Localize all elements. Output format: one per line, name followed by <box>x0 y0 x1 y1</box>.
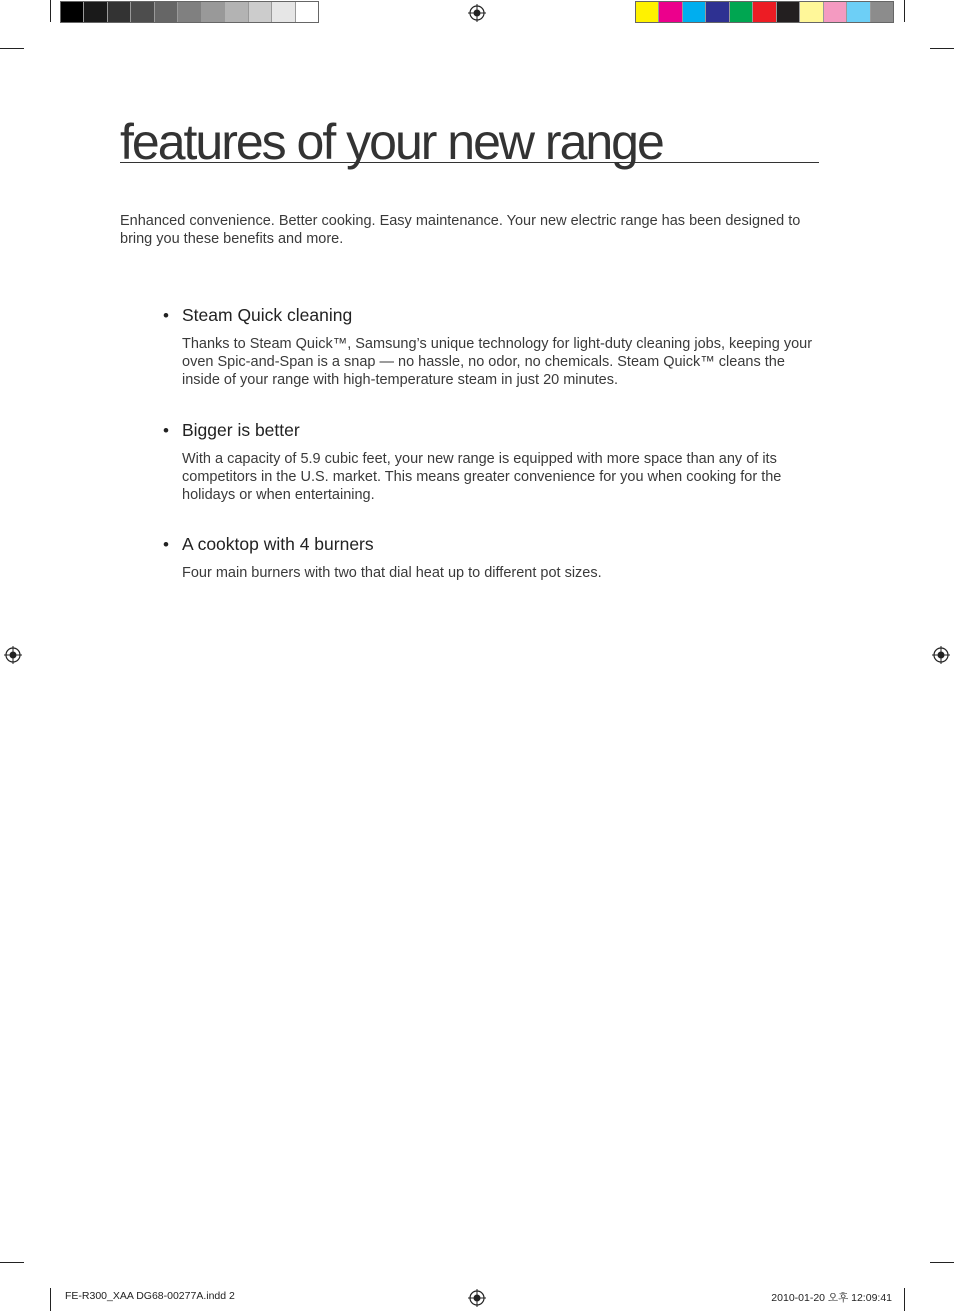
footer-timestamp: 2010-01-20 오후 12:09:41 <box>771 1292 892 1304</box>
crop-mark <box>904 1288 905 1311</box>
color-swatch <box>659 2 682 22</box>
crop-mark <box>0 48 24 49</box>
color-swatch <box>800 2 823 22</box>
color-swatch <box>847 2 870 22</box>
crop-mark <box>50 0 51 22</box>
grayscale-calibration-bar <box>60 1 319 23</box>
color-swatch <box>272 2 295 22</box>
feature-description: Thanks to Steam Quick™, Samsung’s unique technology for light-duty cleaning jobs, keeping your oven Spic-and-Span is a snap — no hassle, no odor, no chemicals. Steam Quick™ cleans the inside of your range with high-temperature steam in just 20 minutes. <box>182 336 813 389</box>
feature-title: Steam Quick cleaning <box>182 305 353 325</box>
color-swatch <box>636 2 659 22</box>
bullet-icon: • <box>163 535 169 554</box>
feature-description: With a capacity of 5.9 cubic feet, your new range is equipped with more space than any of its competitors in the U.S. market. This means greater convenience for you when cooking for the holidays or when entertaining. <box>182 451 782 504</box>
registration-mark-icon <box>932 646 950 664</box>
color-swatch <box>225 2 248 22</box>
registration-mark-icon <box>468 1289 486 1307</box>
registration-mark-icon <box>468 4 486 22</box>
color-swatch <box>777 2 800 22</box>
crop-mark <box>904 0 905 22</box>
crop-mark <box>930 48 954 49</box>
color-swatch <box>824 2 847 22</box>
color-swatch <box>871 2 893 22</box>
feature-item <box>163 305 823 390</box>
color-swatch <box>61 2 84 22</box>
color-swatch <box>202 2 225 22</box>
color-swatch <box>753 2 776 22</box>
feature-description: Four main burners with two that dial heat up to different pot sizes. <box>182 565 602 581</box>
color-swatch <box>131 2 154 22</box>
color-swatch <box>108 2 131 22</box>
color-calibration-bar <box>635 1 894 23</box>
page-title: features of your new range <box>120 110 819 163</box>
feature-heading <box>163 305 823 326</box>
bullet-icon: • <box>163 421 169 440</box>
color-swatch <box>155 2 178 22</box>
color-swatch <box>84 2 107 22</box>
color-swatch <box>249 2 272 22</box>
feature-title: A cooktop with 4 burners <box>182 534 374 554</box>
crop-mark <box>0 1262 24 1263</box>
feature-item <box>163 534 823 582</box>
crop-mark <box>930 1262 954 1263</box>
color-swatch <box>296 2 318 22</box>
color-swatch <box>706 2 729 22</box>
feature-item <box>163 420 823 505</box>
feature-title: Bigger is better <box>182 420 300 440</box>
crop-mark <box>50 1288 51 1311</box>
color-swatch <box>730 2 753 22</box>
color-swatch <box>178 2 201 22</box>
feature-heading <box>163 420 823 441</box>
color-swatch <box>683 2 706 22</box>
intro-paragraph: Enhanced convenience. Better cooking. Easy maintenance. Your new electric range has been designed to bring you these benefits and more. <box>120 213 801 247</box>
bullet-icon: • <box>163 306 169 325</box>
feature-heading <box>163 534 823 555</box>
footer-file-name: FE-R300_XAA DG68-00277A.indd 2 <box>65 1290 235 1302</box>
registration-mark-icon <box>4 646 22 664</box>
